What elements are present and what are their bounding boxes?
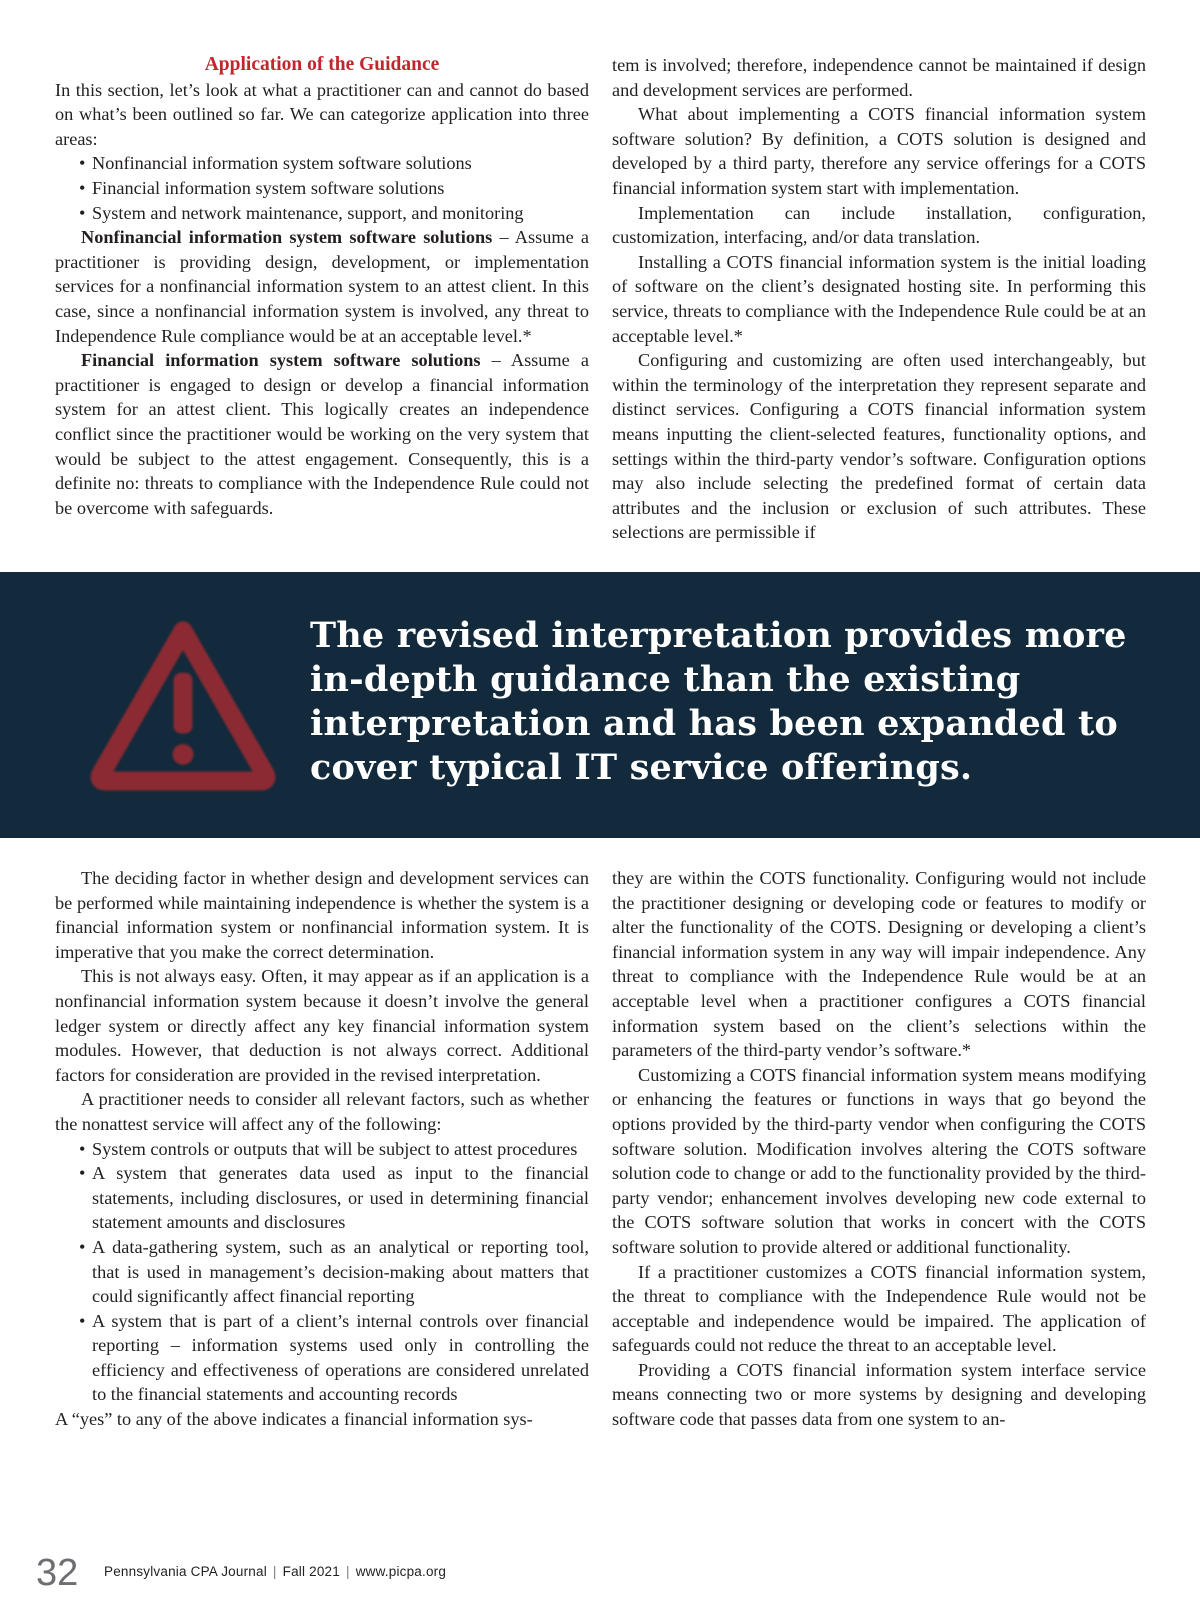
paragraph: they are within the COTS functionality. Configuring would not include the practitioner designing or developing code or features to modify or alter the functionality of the COTS. Designing or developing a client’s financial information system in any way will impair independence. Any threat to compliance with the Independence Rule would be at an acceptable level when a practitioner configures a COTS financial information system based on the client’s selections within the parameters of the third-party vendor’s software.* xyxy=(612,868,1146,1061)
financial-paragraph: Financial information system software solutions – Assume a practitioner is engaged to design or develop a financial information system for an attest client. This logically creates an independence conflict since the practitioner would be working on the very system that would be subject to the attest engagement. Consequently, this is a definite no: threats to compliance with the Independence Rule could not be overcome with safeguards. xyxy=(55,350,589,518)
footer-text xyxy=(104,1564,446,1579)
column-4 xyxy=(612,866,1146,1432)
list-item: • A system that is part of a client’s internal controls over financial reporting – information systems used only in controlling the efficiency and effectiveness of operations are considered unrelated to the financial statements and accounting records xyxy=(79,1310,589,1405)
paragraph: Installing a COTS financial information system is the initial loading of software on the client’s designated hosting site. In performing this service, threats to compliance with the Independence Rule could be at an acceptable level.* xyxy=(612,251,1146,346)
paragraph: Implementation can include installation, configuration, customization, interfacing, and/or data translation. xyxy=(612,202,1146,248)
run-in-heading: Nonfinancial information system software solutions xyxy=(81,227,493,248)
paragraph: Customizing a COTS financial information system means modifying or enhancing the features or functions in ways that go beyond the options provided by the third-party vendor when configuring the COTS software solution. Modification involves altering the COTS software solution code to change or add to the functionality provided by the third-party vendor; enhancement involves developing new code external to the COTS software solution that works in concert with the COTS software solution to provide altered or additional functionality. xyxy=(612,1064,1146,1257)
publication-name: Pennsylvania CPA Journal xyxy=(104,1564,267,1579)
separator: | xyxy=(345,1564,350,1579)
paragraph: A “yes” to any of the above indicates a financial information sys- xyxy=(55,1409,533,1430)
run-in-heading: Financial information system software solutions xyxy=(81,350,481,371)
factors-list xyxy=(55,1137,589,1408)
paragraph: Configuring and customizing are often used interchangeably, but within the terminology of the interpretation they represent separate and distinct services. Configuring a COTS financial information system means inputting the client-selected features, functionality options, and settings within the third-party vendor’s software. Configuration options may also include selecting the predefined format of certain data attributes and the inclusion or exclusion of such attributes. These selections are permissible if xyxy=(612,350,1146,543)
page-number: 32 xyxy=(36,1552,79,1594)
paragraph: This is not always easy. Often, it may appear as if an application is a nonfinancial information system because it doesn’t involve the general ledger system or directly affect any key financial information system modules. However, that deduction is not always correct. Additional factors for consideration are provided in the revised interpretation. xyxy=(55,966,589,1085)
website-link[interactable]: www.picpa.org xyxy=(355,1564,447,1579)
list-item: • System and network maintenance, support, and monitoring xyxy=(79,202,524,223)
areas-list xyxy=(55,151,589,225)
column-1 xyxy=(55,53,589,520)
paragraph: tem is involved; therefore, independence cannot be maintained if design and development services are performed. xyxy=(612,55,1146,100)
pull-quote-text: The revised interpretation provides more in-depth guidance than the existing interpretation and has been expanded to cover typical IT service offerings. xyxy=(310,615,1127,788)
list-item: • Nonfinancial information system software solutions xyxy=(79,153,472,174)
list-item: • A system that generates data used as input to the financial statements, including disclosures, or used in determining financial statement amounts and disclosures xyxy=(79,1163,589,1233)
issue-date: Fall 2021 xyxy=(282,1564,340,1579)
list-item: • Financial information system software solutions xyxy=(79,177,445,198)
section-heading: Application of the Guidance xyxy=(204,54,440,75)
list-item: • System controls or outputs that will be subject to attest procedures xyxy=(79,1138,578,1159)
warning-triangle-icon xyxy=(88,610,278,800)
paragraph: If a practitioner customizes a COTS financial information system, the threat to compliance with the Independence Rule would not be acceptable and independence would be impaired. The application of safeguards could not reduce the threat to an acceptable level. xyxy=(612,1261,1146,1356)
column-2 xyxy=(612,53,1146,545)
paragraph: A practitioner needs to consider all relevant factors, such as whether the nonattest service will affect any of the following: xyxy=(55,1089,589,1134)
separator: | xyxy=(272,1564,277,1579)
list-item: • A data-gathering system, such as an analytical or reporting tool, that is used in management’s decision-making about matters that could significantly affect financial reporting xyxy=(79,1236,589,1307)
intro-paragraph: In this section, let’s look at what a practitioner can and cannot do based on what’s been outlined so far. We can categorize application into three areas: xyxy=(55,79,589,149)
pull-quote-banner xyxy=(0,572,1200,838)
paragraph: Providing a COTS financial information system interface service means connecting two or more systems by designing and developing software code that passes data from one system to an- xyxy=(612,1359,1146,1430)
paragraph: What about implementing a COTS financial information system software solution? By definition, a COTS solution is designed and developed by a third party, therefore any service offerings for a COTS financial information system start with implementation. xyxy=(612,104,1146,198)
nonfinancial-paragraph: Nonfinancial information system software solutions – Assume a practitioner is providing design, development, or implementation services for a nonfinancial information system to an attest client. In this case, since a nonfinancial information system is involved, any threat to Independence Rule compliance would be at an acceptable level.* xyxy=(55,227,589,346)
column-3 xyxy=(55,866,589,1432)
paragraph: The deciding factor in whether design and development services can be performed while maintaining independence is whether the system is a financial information system or nonfinancial information system. It is imperative that you make the correct determination. xyxy=(55,868,589,962)
